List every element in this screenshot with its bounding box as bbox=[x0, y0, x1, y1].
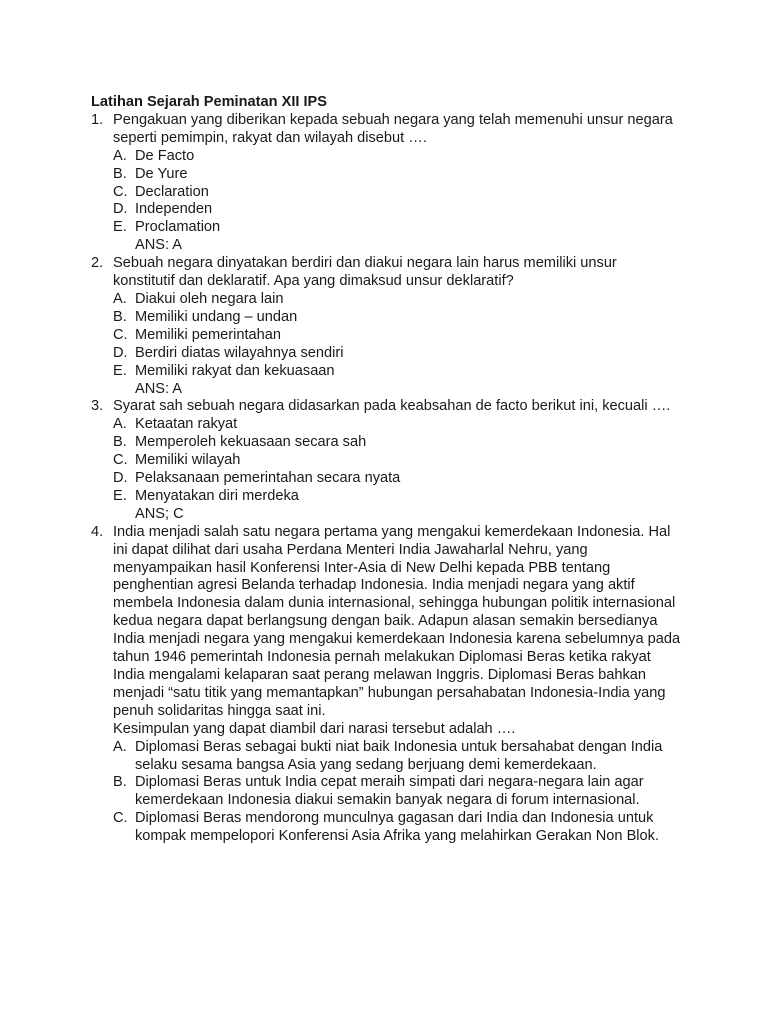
answer-option bbox=[113, 184, 681, 202]
answer-option bbox=[113, 452, 681, 470]
question-item bbox=[91, 524, 681, 846]
option-letter: C. bbox=[113, 452, 128, 469]
option-text: Diplomasi Beras mendorong munculnya gagasan dari India dan Indonesia untuk kompak mempelopori Konferensi Asia Afrika yang melahirkan Gerakan Non Blok. bbox=[135, 810, 660, 845]
option-text: Menyatakan diri merdeka bbox=[135, 487, 299, 504]
option-text: De Yure bbox=[135, 165, 188, 182]
answer-key: ANS: A bbox=[135, 237, 183, 254]
option-letter: B. bbox=[113, 165, 127, 182]
option-text: Memiliki undang – undan bbox=[135, 308, 298, 325]
option-text: Diakui oleh negara lain bbox=[135, 290, 284, 307]
option-text: Memiliki wilayah bbox=[135, 452, 241, 469]
question-number: 4. bbox=[91, 523, 104, 540]
option-letter: A. bbox=[113, 738, 127, 755]
option-text: Proclamation bbox=[135, 219, 221, 236]
question-item bbox=[91, 112, 681, 255]
question-paragraph: Kesimpulan yang dapat diambil dari narasi tersebut adalah …. bbox=[113, 720, 516, 737]
document-title: Latihan Sejarah Peminatan XII IPS bbox=[91, 94, 328, 110]
option-list bbox=[113, 148, 681, 238]
question-item bbox=[91, 398, 681, 523]
question-text bbox=[113, 398, 681, 416]
option-text: De Facto bbox=[135, 147, 195, 164]
question-paragraph: Syarat sah sebuah negara didasarkan pada keabsahan de facto berikut ini, kecuali …. bbox=[113, 398, 671, 415]
answer-option bbox=[113, 488, 681, 506]
question-paragraph: Sebuah negara dinyatakan berdiri dan diakui negara lain harus memiliki unsur konstitutif dan deklaratif. Apa yang dimaksud unsur deklaratif? bbox=[113, 255, 617, 290]
option-list bbox=[113, 739, 681, 846]
option-text: Pelaksanaan pemerintahan secara nyata bbox=[135, 470, 401, 487]
answer-option bbox=[113, 309, 681, 327]
question-list bbox=[91, 112, 681, 846]
answer-key: ANS; C bbox=[135, 505, 184, 522]
answer-option bbox=[113, 201, 681, 219]
question-number: 3. bbox=[91, 398, 104, 415]
answer-option bbox=[113, 470, 681, 488]
option-letter: B. bbox=[113, 308, 127, 325]
option-letter: A. bbox=[113, 416, 127, 433]
option-letter: C. bbox=[113, 183, 128, 200]
answer-option bbox=[113, 739, 681, 775]
option-letter: E. bbox=[113, 219, 127, 236]
option-letter: D. bbox=[113, 201, 128, 218]
option-text: Memiliki rakyat dan kekuasaan bbox=[135, 362, 335, 379]
question-text bbox=[113, 255, 681, 291]
question-number: 2. bbox=[91, 255, 104, 272]
answer-option bbox=[113, 327, 681, 345]
question-text bbox=[113, 112, 681, 148]
option-letter: C. bbox=[113, 810, 128, 827]
option-letter: A. bbox=[113, 290, 127, 307]
answer-option bbox=[113, 416, 681, 434]
answer-option bbox=[113, 363, 681, 381]
answer-option bbox=[113, 810, 681, 846]
answer-option bbox=[113, 434, 681, 452]
answer-option bbox=[113, 291, 681, 309]
option-letter: A. bbox=[113, 147, 127, 164]
option-letter: E. bbox=[113, 362, 127, 379]
answer-option bbox=[113, 148, 681, 166]
option-text: Berdiri diatas wilayahnya sendiri bbox=[135, 344, 344, 361]
answer-key: ANS: A bbox=[135, 380, 183, 397]
option-letter: E. bbox=[113, 487, 127, 504]
option-letter: D. bbox=[113, 470, 128, 487]
answer-option bbox=[113, 219, 681, 237]
option-letter: B. bbox=[113, 434, 127, 451]
option-text: Diplomasi Beras sebagai bukti niat baik Indonesia untuk bersahabat dengan India selaku sesama bangsa Asia yang sedang berjuang demi kemerdekaan. bbox=[135, 738, 663, 773]
option-text: Declaration bbox=[135, 183, 209, 200]
option-text: Independen bbox=[135, 201, 213, 218]
question-number: 1. bbox=[91, 111, 104, 128]
option-list bbox=[113, 291, 681, 381]
option-list bbox=[113, 416, 681, 506]
option-letter: B. bbox=[113, 774, 127, 791]
option-text: Memperoleh kekuasaan secara sah bbox=[135, 434, 367, 451]
option-text: Diplomasi Beras untuk India cepat meraih simpati dari negara-negara lain agar kemerdekaan Indonesia diakui semakin banyak negara di forum internasional. bbox=[135, 774, 644, 809]
answer-option bbox=[113, 345, 681, 363]
question-paragraph: India menjadi salah satu negara pertama yang mengakui kemerdekaan Indonesia. Hal ini dapat dilihat dari usaha Perdana Menteri India Jawaharlal Nehru, yang menyampaikan hasil Konferensi Inter-Asia di New Delhi kepada PBB tentang penghentian agresi Belanda terhadap Indonesia. India menjadi negara yang aktif membela Indonesia dalam dunia internasional, sehingga hubungan politik internasional kedua negara dapat berlangsung dengan baik. Adapun alasan semakin bersedianya India menjadi negara yang mengakui kemerdekaan Indonesia karena sebelumnya pada tahun 1946 pemerintah Indonesia pernah melakukan Diplomasi Beras ketika rakyat India mengalami kelaparan saat perang melawan Inggris. Diplomasi Beras bahkan menjadi “satu titik yang memantapkan” hubungan persahabatan Indonesia-India yang penuh solidaritas hingga saat ini. bbox=[113, 523, 681, 719]
question-paragraph: Pengakuan yang diberikan kepada sebuah negara yang telah memenuhi unsur negara seperti pemimpin, rakyat dan wilayah disebut …. bbox=[113, 111, 673, 146]
option-letter: C. bbox=[113, 326, 128, 343]
document-page bbox=[91, 94, 681, 846]
answer-option bbox=[113, 774, 681, 810]
option-text: Ketaatan rakyat bbox=[135, 416, 238, 433]
option-text: Memiliki pemerintahan bbox=[135, 326, 281, 343]
answer-option bbox=[113, 166, 681, 184]
question-text bbox=[113, 524, 681, 739]
option-letter: D. bbox=[113, 344, 128, 361]
question-item bbox=[91, 255, 681, 398]
